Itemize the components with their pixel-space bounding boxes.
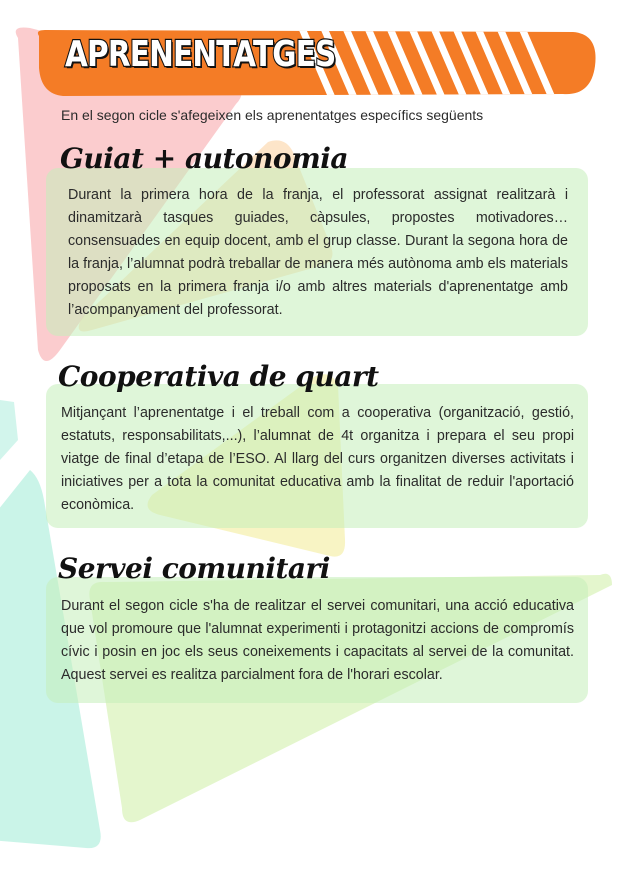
section-heading-servei: Servei comunitari xyxy=(58,552,330,585)
page-title: APRENENTATGES xyxy=(65,34,336,75)
section-heading-cooperativa: Cooperativa de quart xyxy=(58,360,379,393)
intro-text: En el segon cicle s'afegeixen els aprenentatges específics següents xyxy=(61,107,484,123)
section-body-servei: Durant el segon cicle s'ha de realitzar el servei comunitari, una acció educativa que vol promoure que l'alumnat experimenti i protagonitzi accions de compromís cívic i posin en joc els seus coneixements i capacitats al servei de la comunitat. Aquest servei es realitza parcialment fora de l'horari escolar. xyxy=(61,598,574,683)
section-body-cooperativa: Mitjançant l’aprenentatge i el treball com a cooperativa (organització, gestió, estatuts, responsabilitats,...), l’alumnat de 4t organitza i prepara el seu propi viatge de final d’etapa de l’ESO. Al llarg del curs organitzen diverses activitats i iniciatives per a tota la comunitat educativa amb la finalitat de reduir l'aportació econòmica. xyxy=(61,405,574,513)
section-body-guiat: Durant la primera hora de la franja, el professorat assignat realitzarà i dinamitzarà tasques guiades, càpsules, propostes motivadores… consensuades en equip docent, amb el grup classe. Durant la segona hora de la franja, l’alumnat podrà treballar de manera més autònoma amb els materials proposats en la primera franja i/o amb altres materials d'aprenentatge amb l’acompanyament del professorat. xyxy=(68,187,568,318)
section-heading-guiat: Guiat + autonomia xyxy=(60,142,348,175)
teal-shape-small xyxy=(0,400,18,460)
